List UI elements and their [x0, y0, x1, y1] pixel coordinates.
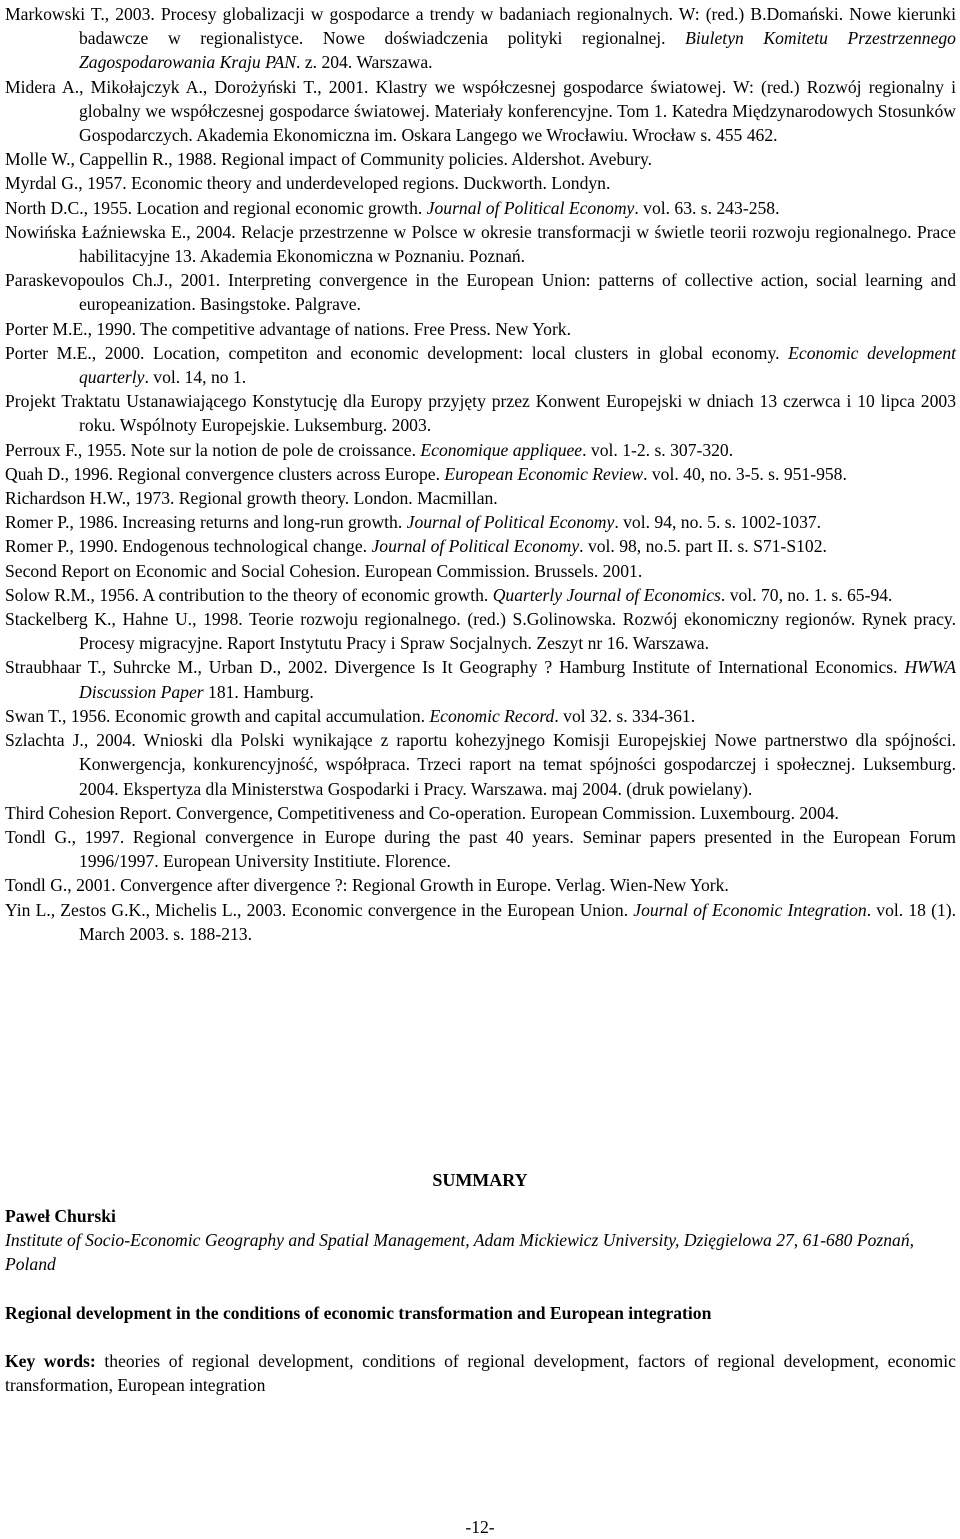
reference-text: Yin L., Zestos G.K., Michelis L., 2003. Economic convergence in the European Union. — [5, 899, 634, 920]
reference-journal: Economique appliquee — [420, 439, 583, 460]
reference-text: Markowski T., 2003. Procesy globalizacji w gospodarce a trendy w badaniach regionalnych. W: (red.) B.Domański. Nowe kierunki badawcze w regionalistyce. Nowe doświadczenia polityki regionalnej. — [5, 4, 956, 49]
reference-item — [5, 486, 956, 510]
keywords-text: theories of regional development, conditions of regional development, factors of regional development, economic transformation, European integration — [5, 1351, 956, 1396]
reference-text: 181. Hamburg. — [203, 681, 314, 702]
reference-text: . vol 32. s. 334-361. — [554, 705, 696, 726]
reference-item — [5, 607, 956, 655]
keywords — [5, 1349, 956, 1397]
author-affiliation: Institute of Socio-Economic Geography and Spatial Management, Adam Mickiewicz University, Dzięgielowa 27, 61-680 Poznań, Poland — [5, 1230, 915, 1275]
reference-text: Solow R.M., 1956. A contribution to the theory of economic growth. — [5, 584, 493, 605]
reference-journal: European Economic Review — [444, 463, 644, 484]
reference-item — [5, 583, 956, 607]
reference-text: Paraskevopoulos Ch.J., 2001. Interpreting convergence in the European Union: patterns of collective action, social learning and europeanization. Basingstoke. Palgrave. — [5, 270, 956, 315]
reference-text: . vol. 18 (1). March 2003. s. 188-213. — [79, 899, 956, 944]
reference-text: Third Cohesion Report. Convergence, Competitiveness and Co-operation. European Commission. Luxembourg. 2004. — [5, 802, 839, 823]
reference-item — [5, 462, 956, 486]
reference-text: Szlachta J., 2004. Wnioski dla Polski wynikające z raportu kohezyjnego Komisji Europejskiej Nowe partnerstwo dla spójności. Konwergencja, konkurencyjność, współpraca. Trzeci raport na temat spójności gospodarczej i społecznej. Luksemburg. 2004. Ekspertyza dla Ministerstwa Gospodarki i Pracy. Warszawa. maj 2004. (druk powielany). — [5, 730, 956, 799]
reference-item — [5, 389, 956, 437]
reference-journal: Journal of Economic Integration — [633, 899, 867, 920]
reference-item — [5, 268, 956, 316]
reference-item — [5, 559, 956, 583]
reference-item — [5, 655, 956, 703]
keywords-label: Key words: — [5, 1351, 96, 1371]
reference-journal: Journal of Political Economy — [371, 536, 580, 557]
reference-item — [5, 220, 956, 268]
reference-text: Richardson H.W., 1973. Regional growth theory. London. Macmillan. — [5, 488, 498, 509]
page-number: -12- — [465, 1517, 495, 1537]
author-name: Paweł Churski — [5, 1206, 116, 1226]
reference-item — [5, 704, 956, 728]
reference-text: Perroux F., 1955. Note sur la notion de pole de croissance. — [5, 439, 421, 460]
reference-text: Porter M.E., 1990. The competitive advantage of nations. Free Press. New York. — [5, 318, 571, 339]
summary-heading: SUMMARY — [432, 1170, 528, 1190]
reference-item — [5, 196, 956, 220]
reference-list — [5, 2, 956, 946]
reference-text: . z. 204. Warszawa. — [296, 52, 433, 73]
reference-item — [5, 2, 956, 75]
reference-journal: HWWA Discussion Paper — [79, 657, 956, 702]
reference-item — [5, 438, 956, 462]
reference-text: Quah D., 1996. Regional convergence clusters across Europe. — [5, 463, 445, 484]
reference-journal: Quarterly Journal of Economics — [492, 584, 721, 605]
reference-text: Tondl G., 1997. Regional convergence in Europe during the past 40 years. Seminar papers presented in the European Forum 1996/1997. European University Institiute. Florence. — [5, 826, 956, 872]
reference-text: Midera A., Mikołajczyk A., Dorożyński T., 2001. Klastry we współczesnej gospodarce światowej. W: (red.) Rozwój regionalny i globalny we współczesnej gospodarce światowej. Materiały konferencyjne. Tom 1. Katedra Międzynarodowych Stosunków Gospodarczych. Akademia Ekonomiczna im. Oskara Langego we Wrocławiu. Wrocław s. 455 462. — [5, 76, 956, 146]
reference-item — [5, 147, 956, 171]
reference-item — [5, 171, 956, 195]
reference-text: Porter M.E., 2000. Location, competiton and economic development: local clusters in global economy. — [5, 342, 789, 363]
reference-text: . vol. 94, no. 5. s. 1002-1037. — [614, 512, 822, 533]
paper-title: Regional development in the conditions of economic transformation and European integration — [5, 1303, 712, 1323]
reference-text: . vol. 63. s. 243-258. — [634, 197, 780, 218]
reference-text: Tondl G., 2001. Convergence after divergence ?: Regional Growth in Europe. Verlag. Wien-New York. — [5, 875, 729, 896]
reference-text: Projekt Traktatu Ustanawiającego Konstytucję dla Europy przyjęty przez Konwent Europejski w dniach 13 czerwca i 10 lipca 2003 roku. Wspólnoty Europejskie. Luksemburg. 2003. — [5, 391, 956, 436]
reference-item — [5, 75, 956, 148]
reference-text: Romer P., 1986. Increasing returns and long-run growth. — [5, 512, 407, 533]
reference-item — [5, 873, 956, 897]
reference-text: Swan T., 1956. Economic growth and capital accumulation. — [5, 705, 430, 726]
reference-item — [5, 728, 956, 801]
reference-item — [5, 317, 956, 341]
reference-journal: Biuletyn Komitetu Przestrzennego Zagospodarowania Kraju PAN — [79, 28, 956, 73]
reference-text: Stackelberg K., Hahne U., 1998. Teorie rozwoju regionalnego. (red.) S.Golinowska. Rozwój ekonomiczny regionów. Rynek pracy. Procesy migracyjne. Raport Instytutu Pracy i Spraw Socjalnych. Zeszyt nr 16. Warszawa. — [5, 609, 956, 654]
reference-text: . vol. 70, no. 1. s. 65-94. — [720, 584, 893, 605]
reference-text: Nowińska Łaźniewska E., 2004. Relacje przestrzenne w Polsce w okresie transformacji w świetle teorii rozwoju regionalnego. Prace habilitacyjne 13. Akademia Ekonomiczna w Poznaniu. Poznań. — [5, 221, 956, 267]
reference-text: Straubhaar T., Suhrcke M., Urban D., 2002. Divergence Is It Geography ? Hamburg Institute of International Economics. — [5, 657, 905, 678]
reference-item — [5, 510, 956, 534]
reference-text: Romer P., 1990. Endogenous technological change. — [5, 536, 372, 557]
reference-journal: Economic development quarterly — [79, 342, 957, 388]
reference-item — [5, 341, 956, 389]
reference-journal: Economic Record — [429, 705, 555, 726]
reference-item — [5, 534, 956, 558]
reference-item — [5, 898, 956, 946]
reference-text: . vol. 1-2. s. 307-320. — [582, 439, 734, 460]
reference-text: . vol. 14, no 1. — [144, 367, 247, 388]
reference-item — [5, 825, 956, 873]
reference-text: Molle W., Cappellin R., 1988. Regional impact of Community policies. Aldershot. Avebury. — [5, 149, 652, 170]
reference-item — [5, 801, 956, 825]
reference-text: . vol. 98, no.5. part II. s. S71-S102. — [579, 536, 827, 557]
reference-journal: Journal of Political Economy — [426, 197, 635, 218]
reference-text: . vol. 40, no. 3-5. s. 951-958. — [643, 463, 847, 484]
reference-text: North D.C., 1955. Location and regional economic growth. — [5, 197, 427, 218]
reference-text: Second Report on Economic and Social Cohesion. European Commission. Brussels. 2001. — [5, 560, 643, 581]
reference-text: Myrdal G., 1957. Economic theory and underdeveloped regions. Duckworth. Londyn. — [5, 173, 611, 194]
reference-journal: Journal of Political Economy — [406, 512, 615, 533]
